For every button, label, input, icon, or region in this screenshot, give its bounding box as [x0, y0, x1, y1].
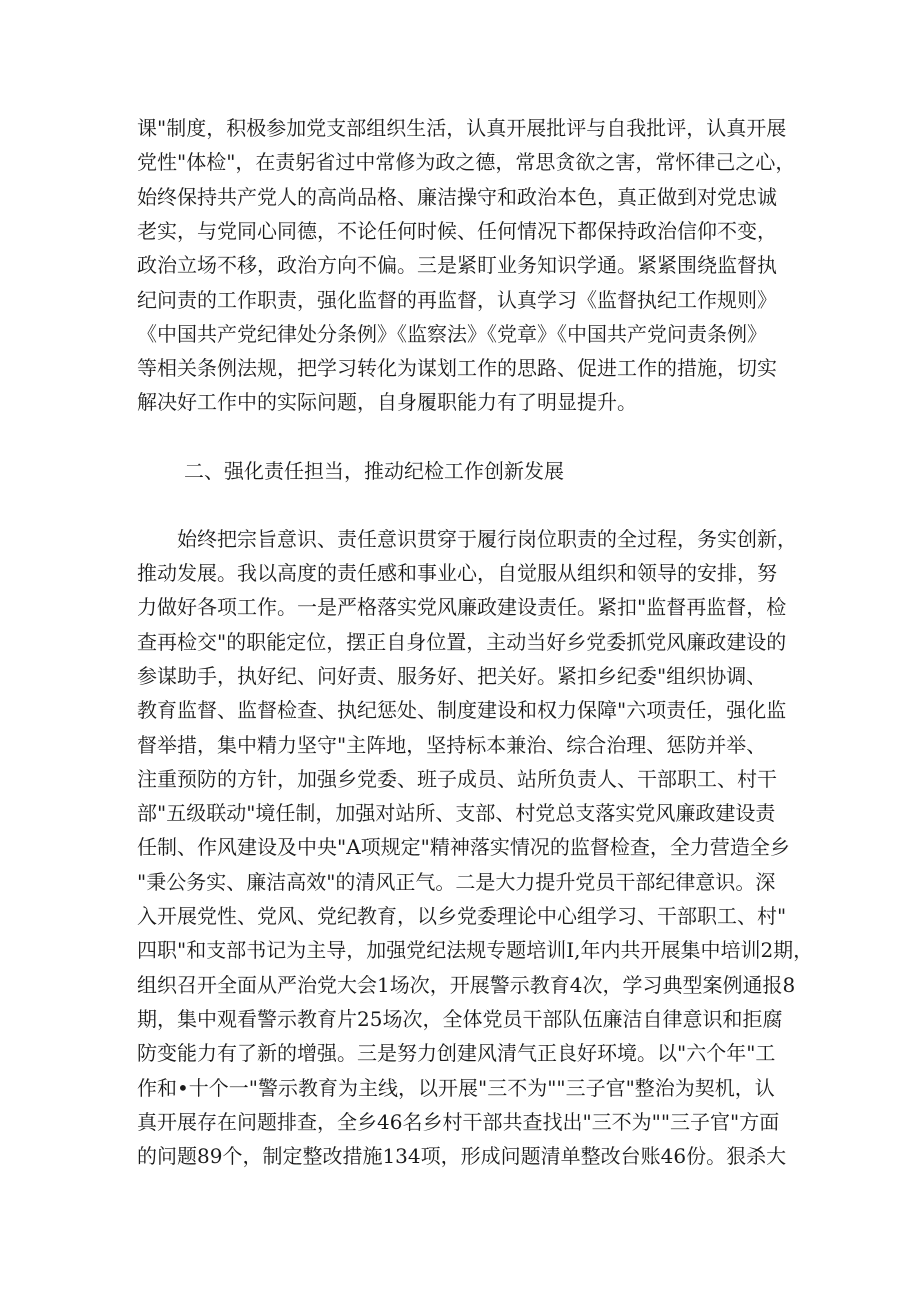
- text-line: 部"五级联动"境任制，加强对站所、支部、村党总支落实党风廉政建设责: [137, 801, 776, 825]
- text-line: 纪问责的工作职责，强化监督的再监督，认真学习《监督执纪工作规则》: [137, 288, 777, 312]
- text-line: 《中国共产党纪律处分条例》《监察法》《党章》《中国共产党问责条例》: [137, 322, 767, 346]
- text-line: 等相关条例法规，把学习转化为谋划工作的思路、促进工作的措施，切实: [137, 356, 777, 380]
- text-line: 防变能力有了新的增强。三是努力创建风清气正良好环境。以"六个年"工: [137, 1041, 776, 1065]
- text-line: 老实，与党同心同德，不论任何时候、任何情况下都保持政治信仰不变，: [137, 219, 777, 243]
- text-line: 始终保持共产党人的高尚品格、廉洁操守和政治本色，真正做到对党忠诚: [137, 185, 777, 209]
- text-line: 作和•十个一"警示教育为主线，以开展"三不为""三子官"整治为契机，认: [137, 1076, 775, 1100]
- text-line: 的问题89个，制定整改措施134项，形成问题清单整改台账46份。狠杀大: [137, 1144, 787, 1168]
- text-line: 督举措，集中精力坚守"主阵地，坚持标本兼治、综合治理、惩防并举、: [137, 733, 767, 757]
- text-line: 入开展党性、党风、党纪教育，以乡党委理论中心组学习、干部职工、村": [137, 904, 787, 928]
- text-line: 教育监督、监督检查、执纪惩处、制度建设和权力保障"六项责任，强化监: [137, 698, 787, 722]
- text-line: 课"制度，积极参加党支部组织生活，认真开展批评与自我批评，认真开展: [137, 116, 787, 140]
- text-line: 党性"体检"，在责躬省过中常修为政之德，常思贪欲之害，常怀律己之心，: [137, 150, 796, 174]
- text-line: 任制、作风建设及中央"A项规定"精神落实情况的监督检查，全力营造全乡: [137, 835, 790, 859]
- section-heading: 二、强化责任担当，推动纪检工作创新发展: [184, 459, 564, 483]
- text-line: 力做好各项工作。一是严格落实党风廉政建设责任。紧扣"监督再监督，检: [137, 595, 787, 619]
- text-line: 推动发展。我以高度的责任感和事业心，自觉服从组织和领导的安排，努: [137, 561, 777, 585]
- text-line: 注重预防的方针，加强乡党委、班子成员、站所负责人、干部职工、村干: [137, 767, 777, 791]
- text-line: 真开展存在问题排查，全乡46名乡村干部共查找出"三不为""三子官"方面: [137, 1110, 780, 1134]
- text-line: 四职"和支部书记为主导，加强党纪法规专题培训I,年内共开展集中培训2期，: [137, 938, 814, 962]
- text-line: 参谋助手，执好纪、问好责、服务好、把关好。紧扣乡纪委"组织协调、: [137, 664, 767, 688]
- text-line: 解决好工作中的实际问题，自身履职能力有了明显提升。: [137, 390, 637, 414]
- text-line: "秉公务实、廉洁高效"的清风正气。二是大力提升党员干部纪律意识。深: [137, 870, 776, 894]
- text-line: 期，集中观看警示教育片25场次，全体党员干部队伍廉洁自律意识和拒腐: [137, 1007, 783, 1031]
- text-line: 始终把宗旨意识、责任意识贯穿于履行岗位职责的全过程，务实创新，: [177, 527, 797, 551]
- text-line: 组织召开全面从严治党大会1场次，开展警示教育4次，学习典型案例通报8: [137, 973, 796, 997]
- text-line: 查再检交"的职能定位，摆正自身位置，主动当好乡党委抓党风廉政建设的: [137, 630, 787, 654]
- text-line: 政治立场不移，政治方向不偏。三是紧盯业务知识学通。紧紧围绕监督执: [137, 253, 777, 277]
